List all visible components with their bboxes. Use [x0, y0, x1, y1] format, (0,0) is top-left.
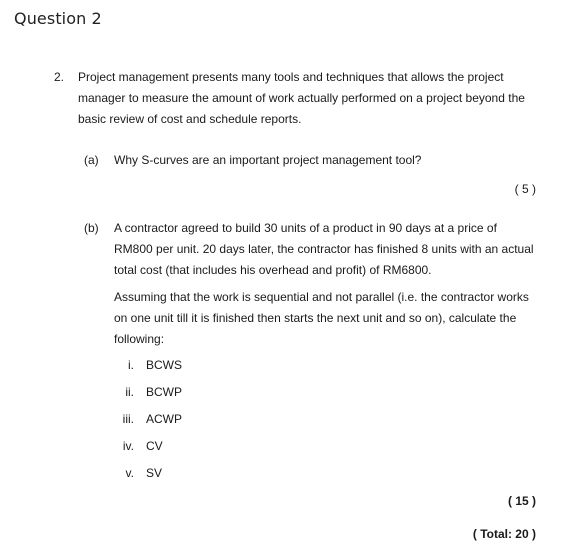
total-marks: ( Total: 20 ) — [472, 527, 536, 541]
part-b-para1-line-3: total cost (that includes his overhead and profit) of RM6800. — [114, 263, 432, 277]
question-intro-line-3: basic review of cost and schedule reports. — [78, 112, 302, 126]
part-a-label: (a) — [84, 153, 99, 167]
part-a-marks: ( 5 ) — [514, 182, 536, 196]
list-item-numeral: i. — [128, 358, 134, 372]
question-intro-line-1: Project management presents many tools and techniques that allows the project — [78, 70, 504, 84]
question-number: 2. — [54, 70, 65, 84]
list-item-numeral: iv. — [122, 439, 134, 453]
part-b-para2-line-2: on one unit till it is finished then starts the next unit and so on), calculate the — [114, 311, 517, 325]
part-b-para2-line-3: following: — [114, 332, 165, 346]
list-item-text: BCWS — [146, 358, 182, 372]
list-item-text: SV — [146, 466, 163, 480]
list-item-numeral: iii. — [122, 412, 134, 426]
part-b-para1-line-1: A contractor agreed to build 30 units of a product in 90 days at a price of — [114, 221, 497, 235]
part-a-text: Why S-curves are an important project management tool? — [114, 153, 422, 167]
list-item-numeral: ii. — [125, 385, 134, 399]
list-item-text: BCWP — [146, 385, 182, 399]
part-b-para1-line-2: RM800 per unit. 20 days later, the contractor has finished 8 units with an actual — [114, 242, 534, 256]
part-b-marks: ( 15 ) — [507, 494, 536, 508]
list-item-numeral: v. — [125, 466, 134, 480]
part-b-para2-line-1: Assuming that the work is sequential and not parallel (i.e. the contractor works — [114, 290, 529, 304]
question-intro-line-2: manager to measure the amount of work actually performed on a project beyond the — [78, 91, 525, 105]
part-b-label: (b) — [84, 221, 99, 235]
question-header: Question 2 — [14, 9, 102, 28]
list-item-text: CV — [146, 439, 163, 453]
list-item-text: ACWP — [146, 412, 182, 426]
